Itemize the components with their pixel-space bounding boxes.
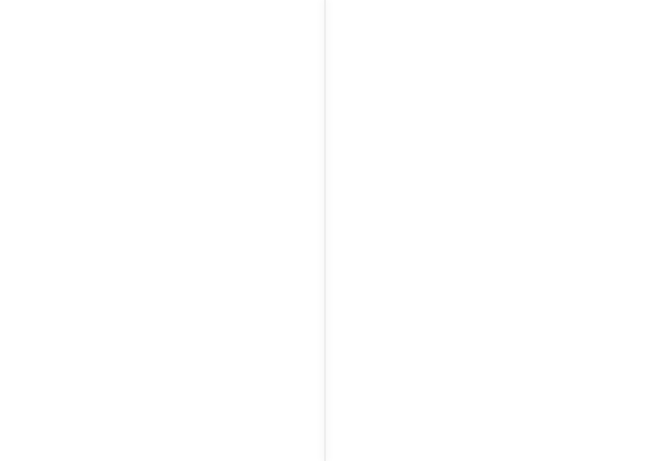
left-body <box>60 60 282 401</box>
right-page <box>325 0 650 461</box>
paragraph-gap <box>594 60 610 61</box>
right-body <box>362 60 610 401</box>
